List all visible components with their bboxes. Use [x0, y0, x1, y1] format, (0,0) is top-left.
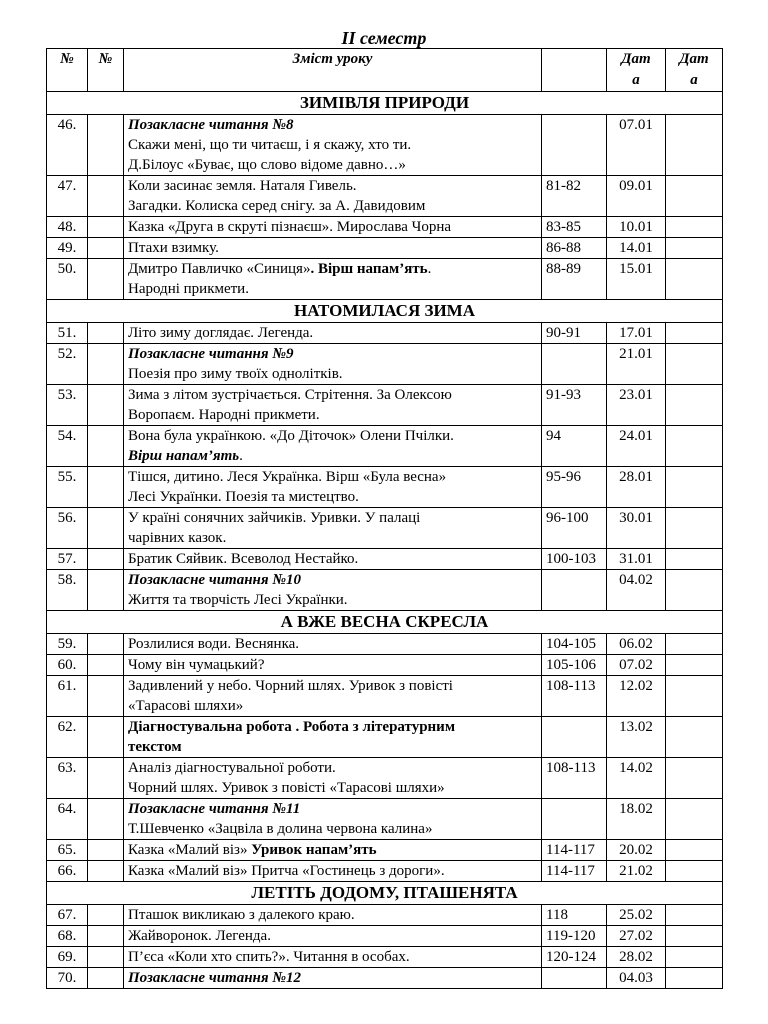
content-line: [128, 528, 537, 548]
table-row: [47, 840, 723, 861]
lesson-content: [124, 634, 542, 655]
lesson-pages: 91-93: [542, 385, 607, 426]
content-text: Уривок напам’ять: [251, 842, 377, 858]
lesson-number: 57.: [47, 549, 88, 570]
empty-number-cell: [88, 570, 124, 611]
empty-number-cell: [88, 905, 124, 926]
lesson-date: 13.02: [607, 717, 666, 758]
lesson-content: [124, 508, 542, 549]
content-line: [128, 861, 537, 881]
lesson-date: 28.02: [607, 947, 666, 968]
empty-number-cell: [88, 717, 124, 758]
empty-number-cell: [88, 238, 124, 259]
content-text: Розлилися води. Веснянка.: [128, 636, 300, 652]
lesson-pages: 86-88: [542, 238, 607, 259]
lesson-pages: 81-82: [542, 176, 607, 217]
content-line: [128, 115, 537, 135]
lesson-date: 30.01: [607, 508, 666, 549]
content-line: [128, 778, 537, 798]
lesson-content: [124, 467, 542, 508]
lesson-pages: 96-100: [542, 508, 607, 549]
header-number-2: №: [88, 49, 124, 92]
content-line: [128, 696, 537, 716]
table-row: [47, 176, 723, 217]
content-line: [128, 799, 537, 819]
lesson-number: 69.: [47, 947, 88, 968]
content-text: Птахи взимку.: [128, 240, 219, 256]
lesson-date-2: [666, 508, 723, 549]
table-row: [47, 508, 723, 549]
lesson-date-2: [666, 799, 723, 840]
lesson-pages: 104-105: [542, 634, 607, 655]
content-text: Позакласне читання №9: [128, 346, 294, 362]
lesson-content: [124, 217, 542, 238]
lesson-date-2: [666, 968, 723, 989]
content-line: [128, 717, 537, 737]
lesson-pages: 119-120: [542, 926, 607, 947]
content-text: Пташок викликаю з далекого краю.: [128, 907, 355, 923]
lesson-content: [124, 758, 542, 799]
content-text: «Тарасові шляхи»: [128, 698, 244, 714]
table-body: [47, 92, 723, 989]
empty-number-cell: [88, 115, 124, 176]
lesson-date-2: [666, 323, 723, 344]
content-text: Казка «Малий віз» Притча «Гостинець з дороги».: [128, 863, 445, 879]
content-text: У країні сонячних зайчиків. Уривки. У палаці: [128, 510, 421, 526]
content-line: [128, 737, 537, 757]
empty-number-cell: [88, 176, 124, 217]
lesson-pages: 118: [542, 905, 607, 926]
lesson-number: 65.: [47, 840, 88, 861]
lesson-content: [124, 259, 542, 300]
table-row: [47, 217, 723, 238]
table-row: [47, 115, 723, 176]
empty-number-cell: [88, 217, 124, 238]
lesson-date: 21.01: [607, 344, 666, 385]
content-text: Коли засинає земля. Наталя Гивель.: [128, 178, 357, 194]
lesson-number: 61.: [47, 676, 88, 717]
lesson-date-2: [666, 217, 723, 238]
empty-number-cell: [88, 676, 124, 717]
lesson-date: 24.01: [607, 426, 666, 467]
lesson-pages: 108-113: [542, 758, 607, 799]
lesson-date: 06.02: [607, 634, 666, 655]
lesson-date: 10.01: [607, 217, 666, 238]
lesson-number: 50.: [47, 259, 88, 300]
content-line: [128, 905, 537, 925]
lesson-date-2: [666, 259, 723, 300]
lesson-plan-table: [46, 48, 723, 989]
table-row: [47, 717, 723, 758]
lesson-pages: 95-96: [542, 467, 607, 508]
lesson-pages: 88-89: [542, 259, 607, 300]
lesson-pages: [542, 115, 607, 176]
lesson-number: 63.: [47, 758, 88, 799]
lesson-date: 07.01: [607, 115, 666, 176]
lesson-date: 12.02: [607, 676, 666, 717]
table-row: [47, 758, 723, 799]
lesson-date-2: [666, 676, 723, 717]
content-text: Т.Шевченко «Зацвіла в долина червона калина»: [128, 821, 433, 837]
content-line: [128, 467, 537, 487]
lesson-number: 56.: [47, 508, 88, 549]
table-row: [47, 549, 723, 570]
lesson-number: 64.: [47, 799, 88, 840]
content-line: [128, 819, 537, 839]
lesson-date-2: [666, 570, 723, 611]
lesson-number: 67.: [47, 905, 88, 926]
header-number: №: [47, 49, 88, 92]
lesson-date-2: [666, 926, 723, 947]
content-text: Позакласне читання №12: [128, 970, 302, 986]
table-header-row: [47, 49, 723, 92]
lesson-content: [124, 799, 542, 840]
lesson-pages: [542, 570, 607, 611]
lesson-number: 46.: [47, 115, 88, 176]
content-text: Казка «Малий віз»: [128, 842, 252, 858]
content-line: [128, 758, 537, 778]
content-line: [128, 405, 537, 425]
empty-number-cell: [88, 758, 124, 799]
table-row: [47, 238, 723, 259]
lesson-pages: 114-117: [542, 861, 607, 882]
table-row: [47, 926, 723, 947]
lesson-content: [124, 238, 542, 259]
lesson-content: [124, 840, 542, 861]
content-line: [128, 487, 537, 507]
lesson-pages: 108-113: [542, 676, 607, 717]
table-row: [47, 385, 723, 426]
content-text: Д.Білоус «Буває, що слово відоме давно…»: [128, 157, 406, 173]
content-line: [128, 968, 537, 988]
lesson-number: 47.: [47, 176, 88, 217]
content-text: чарівних казок.: [128, 530, 227, 546]
empty-number-cell: [88, 655, 124, 676]
content-text: Літо зиму доглядає. Легенда.: [128, 325, 314, 341]
lesson-number: 70.: [47, 968, 88, 989]
table-row: [47, 655, 723, 676]
lesson-date: 14.02: [607, 758, 666, 799]
lesson-pages: 120-124: [542, 947, 607, 968]
content-text: . Вірш напам’ять: [310, 261, 428, 277]
empty-number-cell: [88, 840, 124, 861]
content-line: [128, 549, 537, 569]
lesson-content: [124, 655, 542, 676]
lesson-date-2: [666, 467, 723, 508]
header-pages: [542, 49, 607, 92]
content-line: [128, 446, 537, 466]
table-row: [47, 968, 723, 989]
content-line: [128, 155, 537, 175]
empty-number-cell: [88, 385, 124, 426]
table-row: [47, 344, 723, 385]
lesson-date-2: [666, 717, 723, 758]
lesson-date-2: [666, 905, 723, 926]
content-text: Воропаєм. Народні прикмети.: [128, 407, 320, 423]
lesson-content: [124, 426, 542, 467]
header-content: Зміст уроку: [124, 49, 542, 92]
content-text: Скажи мені, що ти читаєш, і я скажу, хто ти.: [128, 137, 412, 153]
lesson-date-2: [666, 344, 723, 385]
empty-number-cell: [88, 634, 124, 655]
lesson-date: 07.02: [607, 655, 666, 676]
content-line: [128, 238, 537, 258]
lesson-content: [124, 323, 542, 344]
content-text: Лесі Українки. Поезія та мистецтво.: [128, 489, 359, 505]
lesson-date: 20.02: [607, 840, 666, 861]
content-line: [128, 279, 537, 299]
content-text: Діагностувальна робота . Робота з літературним: [128, 719, 456, 735]
lesson-number: 51.: [47, 323, 88, 344]
content-line: [128, 570, 537, 590]
lesson-pages: [542, 799, 607, 840]
lesson-date-2: [666, 947, 723, 968]
table-row: [47, 634, 723, 655]
content-line: [128, 176, 537, 196]
lesson-number: 60.: [47, 655, 88, 676]
lesson-date: 21.02: [607, 861, 666, 882]
lesson-content: [124, 676, 542, 717]
header-date-1: Дат а: [607, 49, 666, 92]
content-text: Чорний шлях. Уривок з повісті «Тарасові шляхи»: [128, 780, 445, 796]
lesson-date: 25.02: [607, 905, 666, 926]
content-line: [128, 590, 537, 610]
content-line: [128, 926, 537, 946]
lesson-number: 66.: [47, 861, 88, 882]
content-text: Позакласне читання №11: [128, 801, 301, 817]
lesson-number: 53.: [47, 385, 88, 426]
lesson-number: 55.: [47, 467, 88, 508]
lesson-content: [124, 385, 542, 426]
lesson-content: [124, 905, 542, 926]
content-line: [128, 385, 537, 405]
empty-number-cell: [88, 549, 124, 570]
lesson-date: 04.02: [607, 570, 666, 611]
section-header-row: [47, 300, 723, 323]
empty-number-cell: [88, 861, 124, 882]
lesson-number: 59.: [47, 634, 88, 655]
lesson-date-2: [666, 426, 723, 467]
lesson-date-2: [666, 385, 723, 426]
lesson-date-2: [666, 840, 723, 861]
lesson-date: 28.01: [607, 467, 666, 508]
content-text: Позакласне читання №10: [128, 572, 302, 588]
content-text: Народні прикмети.: [128, 281, 249, 297]
content-text: Задивлений у небо. Чорний шлях. Уривок з повісті: [128, 678, 453, 694]
content-text: .: [427, 261, 432, 277]
lesson-pages: [542, 968, 607, 989]
content-text: Тішся, дитино. Леся Українка. Вірш «Була весна»: [128, 469, 447, 485]
content-line: [128, 323, 537, 343]
lesson-date-2: [666, 634, 723, 655]
section-title: А ВЖЕ ВЕСНА СКРЕСЛА: [47, 611, 723, 634]
lesson-number: 58.: [47, 570, 88, 611]
lesson-content: [124, 570, 542, 611]
table-row: [47, 323, 723, 344]
lesson-content: [124, 926, 542, 947]
content-text: текстом: [128, 739, 182, 755]
lesson-pages: 105-106: [542, 655, 607, 676]
lesson-date-2: [666, 758, 723, 799]
content-line: [128, 196, 537, 216]
lesson-number: 48.: [47, 217, 88, 238]
section-title: ЛЕТІТЬ ДОДОМУ, ПТАШЕНЯТА: [47, 882, 723, 905]
section-header-row: [47, 882, 723, 905]
content-text: Дмитро Павличко «Синиця»: [128, 261, 311, 277]
lesson-date: 14.01: [607, 238, 666, 259]
content-text: Казка «Друга в скруті пізнаєш». Мирослава Чорна: [128, 219, 452, 235]
table-row: [47, 947, 723, 968]
lesson-date: 09.01: [607, 176, 666, 217]
lesson-date: 23.01: [607, 385, 666, 426]
content-line: [128, 217, 537, 237]
lesson-date: 18.02: [607, 799, 666, 840]
lesson-date-2: [666, 861, 723, 882]
table-row: [47, 676, 723, 717]
table-row: [47, 426, 723, 467]
content-line: [128, 947, 537, 967]
empty-number-cell: [88, 968, 124, 989]
empty-number-cell: [88, 799, 124, 840]
content-text: Загадки. Колиска серед снігу. за А. Давидовим: [128, 198, 426, 214]
table-row: [47, 799, 723, 840]
lesson-content: [124, 549, 542, 570]
lesson-content: [124, 861, 542, 882]
lesson-pages: 90-91: [542, 323, 607, 344]
content-text: Зима з літом зустрічається. Стрітення. За Олексою: [128, 387, 452, 403]
empty-number-cell: [88, 344, 124, 385]
content-text: Чому він чумацький?: [128, 657, 265, 673]
lesson-date: 27.02: [607, 926, 666, 947]
empty-number-cell: [88, 926, 124, 947]
content-text: Поезія про зиму твоїх однолітків.: [128, 366, 343, 382]
content-text: Братик Сяйвик. Всеволод Нестайко.: [128, 551, 359, 567]
content-text: Життя та творчість Лесі Українки.: [128, 592, 348, 608]
content-line: [128, 259, 537, 279]
lesson-date: 17.01: [607, 323, 666, 344]
content-text: Вона була українкою. «До Діточок» Олени Пчілки.: [128, 428, 454, 444]
lesson-pages: 114-117: [542, 840, 607, 861]
section-title: НАТОМИЛАСЯ ЗИМА: [47, 300, 723, 323]
lesson-pages: 94: [542, 426, 607, 467]
lesson-date-2: [666, 549, 723, 570]
table-row: [47, 467, 723, 508]
section-header-row: [47, 92, 723, 115]
lesson-date: 04.03: [607, 968, 666, 989]
lesson-number: 68.: [47, 926, 88, 947]
lesson-date: 15.01: [607, 259, 666, 300]
lesson-content: [124, 176, 542, 217]
table-row: [47, 861, 723, 882]
content-line: [128, 676, 537, 696]
section-header-row: [47, 611, 723, 634]
empty-number-cell: [88, 508, 124, 549]
section-title: ЗИМІВЛЯ ПРИРОДИ: [47, 92, 723, 115]
lesson-pages: [542, 717, 607, 758]
page-title: ІІ семестр: [341, 28, 427, 48]
lesson-date-2: [666, 655, 723, 676]
lesson-content: [124, 968, 542, 989]
content-line: [128, 634, 537, 654]
content-text: Позакласне читання №8: [128, 117, 294, 133]
content-line: [128, 364, 537, 384]
empty-number-cell: [88, 259, 124, 300]
lesson-number: 62.: [47, 717, 88, 758]
empty-number-cell: [88, 947, 124, 968]
lesson-date-2: [666, 176, 723, 217]
content-line: [128, 344, 537, 364]
empty-number-cell: [88, 323, 124, 344]
lesson-pages: 100-103: [542, 549, 607, 570]
lesson-number: 52.: [47, 344, 88, 385]
content-line: [128, 135, 537, 155]
lesson-content: [124, 717, 542, 758]
lesson-pages: 83-85: [542, 217, 607, 238]
lesson-date-2: [666, 238, 723, 259]
content-text: Вірш напам’ять: [128, 448, 240, 464]
lesson-content: [124, 344, 542, 385]
lesson-number: 49.: [47, 238, 88, 259]
lesson-pages: [542, 344, 607, 385]
header-date-2: Дат а: [666, 49, 723, 92]
table-row: [47, 905, 723, 926]
content-text: .: [239, 448, 243, 464]
lesson-content: [124, 115, 542, 176]
lesson-number: 54.: [47, 426, 88, 467]
empty-number-cell: [88, 426, 124, 467]
content-text: Аналіз діагностувальної роботи.: [128, 760, 336, 776]
table-row: [47, 570, 723, 611]
table-row: [47, 259, 723, 300]
empty-number-cell: [88, 467, 124, 508]
content-line: [128, 655, 537, 675]
content-text: Жайворонок. Легенда.: [128, 928, 271, 944]
lesson-date: 31.01: [607, 549, 666, 570]
content-text: П’єса «Коли хто спить?». Читання в особах.: [128, 949, 410, 965]
content-line: [128, 840, 537, 860]
lesson-date-2: [666, 115, 723, 176]
content-line: [128, 426, 537, 446]
content-line: [128, 508, 537, 528]
lesson-content: [124, 947, 542, 968]
